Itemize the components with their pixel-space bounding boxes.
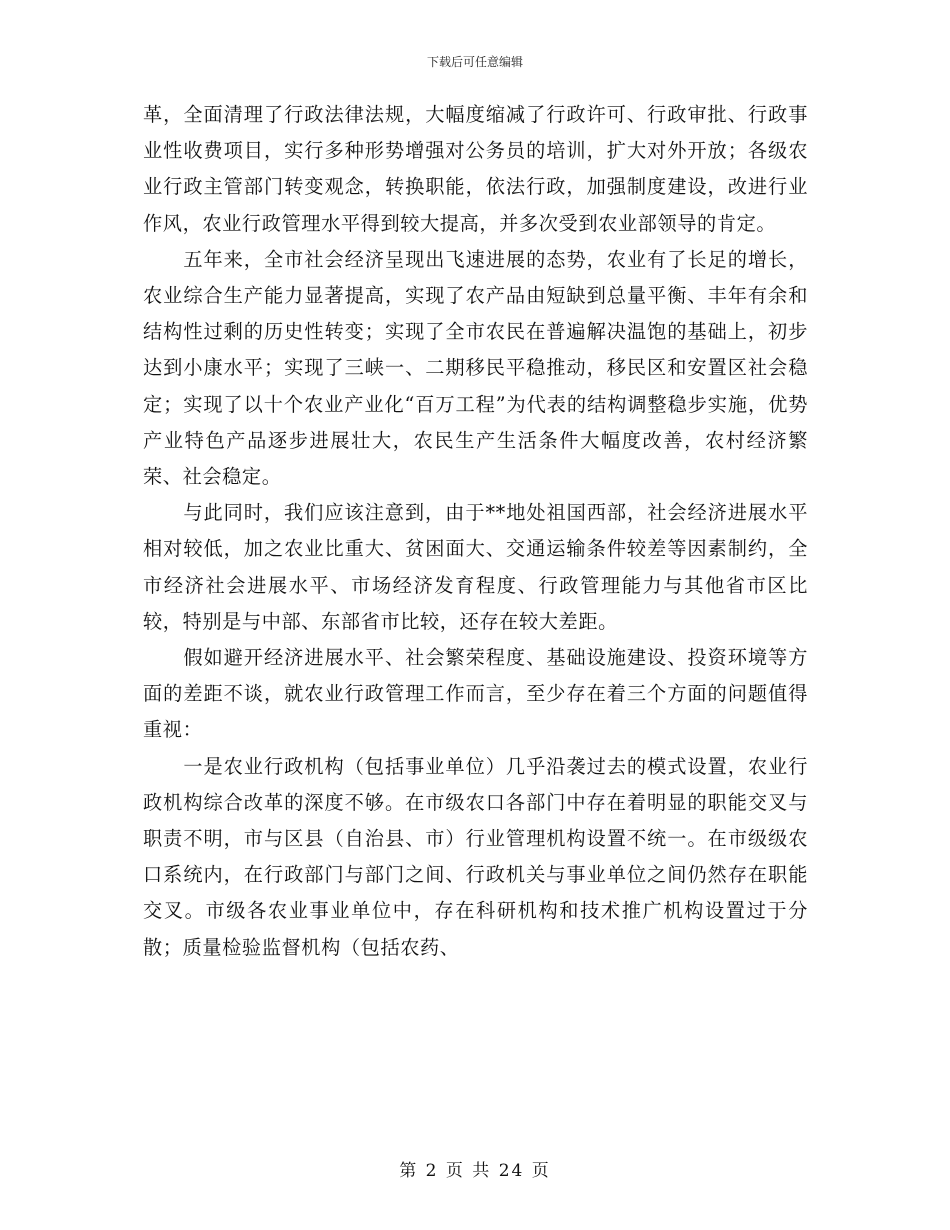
paragraph-2: 五年来，全市社会经济呈现出飞速进展的态势，农业有了长足的增长，农业综合生产能力显著提高，实现了农产品由短缺到总量平衡、丰年有余和结构性过剩的历史性转变；实现了全市农民在普遍解决温饱的基础上，初步达到小康水平；实现了三峡一、二期移民平稳推动，移民区和安置区社会稳定；实现了以十个农业产业化“百万工程”为代表的结构调整稳步实施，优势产业特色产品逐步进展壮大，农民生产生活条件大幅度改善，农村经济繁荣、社会稳定。 bbox=[143, 247, 808, 489]
paragraph-3: 与此同时，我们应该注意到，由于**地处祖国西部，社会经济进展水平相对较低，加之农业比重大、贫困面大、交通运输条件较差等因素制约，全市经济社会进展水平、市场经济发育程度、行政管理能力与其他省市区比较，特别是与中部、东部省市比较，还存在较大差距。 bbox=[143, 501, 808, 633]
page-header: 下载后可任意编辑 bbox=[426, 55, 523, 69]
paragraph-5: 一是农业行政机构（包括事业单位）几乎沿袭过去的模式设置，农业行政机构综合改革的深度不够。在市级农口各部门中存在着明显的职能交叉与职责不明，市与区县（自治县、市）行业管理机构设置不统一。在市级级农口系统内，在行政部门与部门之间、行政机关与事业单位之间仍然存在职能交叉。市级各农业事业单位中，存在科研机构和技术推广机构设置过于分散；质量检验监督机构（包括农药、 bbox=[143, 754, 808, 959]
paragraph-4: 假如避开经济进展水平、社会繁荣程度、基础设施建设、投资环境等方面的差距不谈，就农业行政管理工作而言，至少存在着三个方面的问题值得重视： bbox=[143, 646, 808, 742]
page-number-footer: 第 2 页 共 24 页 bbox=[399, 1161, 551, 1181]
document-body bbox=[143, 97, 808, 966]
paragraph-1: 革，全面清理了行政法律法规，大幅度缩减了行政许可、行政审批、行政事业性收费项目，实行多种形势增强对公务员的培训，扩大对外开放；各级农业行政主管部门转变观念，转换职能，依法行政，加强制度建设，改进行业作风，农业行政管理水平得到较大提高，并多次受到农业部领导的肯定。 bbox=[143, 103, 808, 235]
